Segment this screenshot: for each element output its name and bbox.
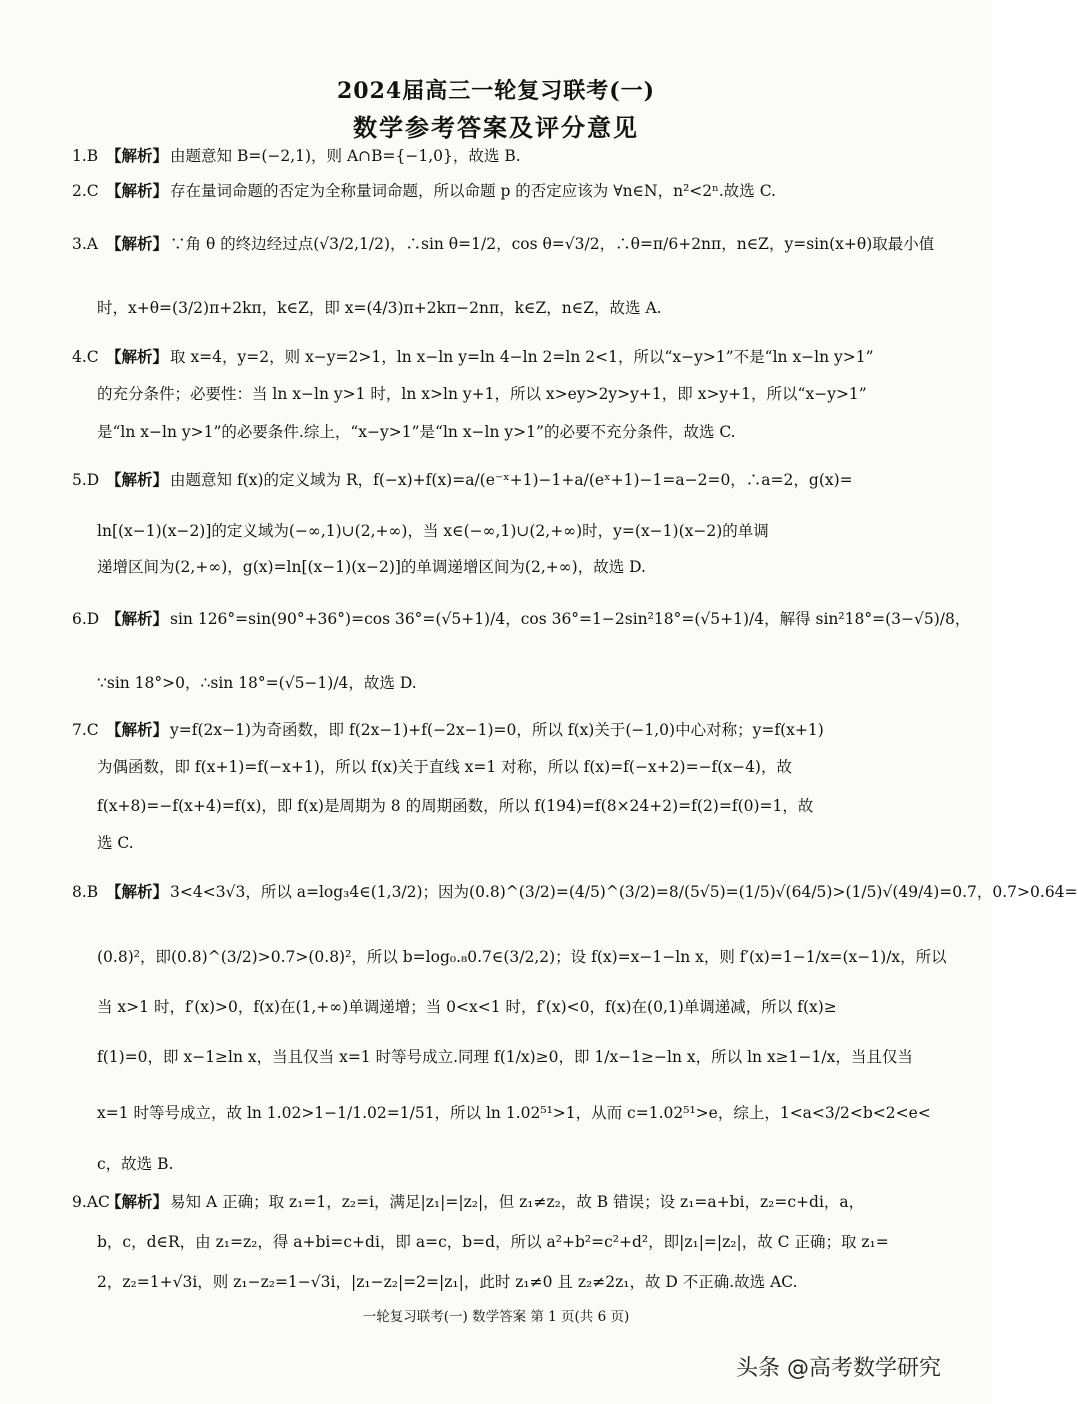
answer-line (97, 795, 907, 817)
answer-line (72, 180, 908, 202)
answer-text: 是“ln x−ln y>1”的必要条件.综上，“x−y>1”是“ln x−ln y>1”的必要不充分条件，故选 C. (97, 423, 736, 441)
answer-line (72, 719, 908, 741)
answer-line (97, 297, 907, 319)
answer-text: 由题意知 B=(−2,1)，则 A∩B={−1,0}，故选 B. (170, 147, 521, 165)
question-number: 8.B (72, 883, 99, 901)
page-footer: 一轮复习联考(一) 数学答案 第 1 页(共 6 页) (362, 1309, 630, 1325)
analysis-tag: 【解析】 (106, 882, 169, 901)
answer-line (97, 832, 907, 854)
answer-text: 时，x+θ=(3/2)π+2kπ，k∈Z，即 x=(4/3)π+2kπ−2nπ，k∈Z，n∈Z，故选 A. (97, 299, 662, 317)
answer-text: c，故选 B. (97, 1155, 174, 1173)
answer-line (97, 520, 907, 542)
answer-line (97, 556, 907, 578)
answer-text: 3<4<3√3，所以 a=log₃4∈(1,3/2)；因为(0.8)^(3/2)=(4/5)^(3/2)=8/(5√5)=(1/5)√(64/5)>(1/5)√(49/4)=0.7，0.7>0.64= (170, 883, 1078, 901)
answer-line (72, 233, 935, 255)
answer-line (97, 421, 907, 443)
answer-text: 为偶函数，即 f(x+1)=f(−x+1)，所以 f(x)关于直线 x=1 对称，所以 f(x)=f(−x+2)=−f(x−4)，故 (97, 758, 792, 776)
analysis-tag: 【解析】 (106, 146, 169, 165)
answer-line (72, 881, 1078, 903)
answer-line (72, 608, 971, 630)
answer-line (97, 383, 907, 405)
answer-text: 取 x=4，y=2，则 x−y=2>1，ln x−ln y=ln 4−ln 2=ln 2<1，所以“x−y>1”不是“ln x−ln y>1” (170, 348, 874, 366)
question-number: 3.A (72, 235, 98, 253)
answer-text: sin 126°=sin(90°+36°)=cos 36°=(√5+1)/4，cos 36°=1−2sin²18°=(√5+1)/4，解得 sin²18°=(3−√5)/8， (170, 610, 971, 628)
answer-line (72, 1191, 908, 1213)
analysis-tag: 【解析】 (106, 347, 169, 366)
answer-text: x=1 时等号成立，故 ln 1.02>1−1/1.02=1/51，所以 ln 1.02⁵¹>1，从而 c=1.02⁵¹>e，综上，1<a<3/2<b<2<e< (97, 1104, 931, 1122)
answer-line (97, 1271, 907, 1293)
answer-text: 递增区间为(2,+∞)，g(x)=ln[(x−1)(x−2)]的单调递增区间为(2,+∞)，故选 D. (97, 558, 646, 576)
answer-text: 的充分条件；必要性：当 ln x−ln y>1 时，ln x>ln y+1，所以 x>ey>2y>y+1，即 x>y+1，所以“x−y>1” (97, 385, 867, 403)
answer-text: (0.8)²，即(0.8)^(3/2)>0.7>(0.8)²，所以 b=log₀.₈0.7∈(3/2,2)；设 f(x)=x−1−ln x，则 f′(x)=1−1/x=(x−1)/x，所以 (97, 948, 947, 966)
answer-text: 当 x>1 时，f′(x)>0，f(x)在(1,+∞)单调递增；当 0<x<1 时，f′(x)<0，f(x)在(0,1)单调递减，所以 f(x)≥ (97, 998, 837, 1016)
answer-line (97, 1102, 931, 1124)
analysis-tag: 【解析】 (106, 470, 169, 489)
answer-text: b，c，d∈R，由 z₁=z₂，得 a+bi=c+di，即 a=c，b=d，所以 a²+b²=c²+d²，即|z₁|=|z₂|，故 C 正确；取 z₁= (97, 1233, 889, 1251)
question-number: 1.B (72, 147, 99, 165)
answer-line (97, 996, 907, 1018)
answer-line (97, 1046, 913, 1068)
answer-text: y=f(2x−1)为奇函数，即 f(2x−1)+f(−2x−1)=0，所以 f(x)关于(−1,0)中心对称；y=f(x+1) (170, 721, 824, 739)
watermark: 头条 @高考数学研究 (736, 1356, 941, 1381)
answer-text: 选 C. (97, 834, 134, 852)
answer-text: 易知 A 正确；取 z₁=1，z₂=i，满足|z₁|=|z₂|，但 z₁≠z₂，故 B 错误；设 z₁=a+bi，z₂=c+di，a， (170, 1193, 865, 1211)
analysis-tag: 【解析】 (106, 720, 169, 739)
answer-subtitle: 数学参考答案及评分意见 (353, 113, 639, 142)
answer-line (97, 946, 947, 968)
answer-text: ∵sin 18°>0，∴sin 18°=(√5−1)/4，故选 D. (97, 674, 417, 692)
answer-text: ∵角 θ 的终边经过点(√3/2,1/2)，∴sin θ=1/2，cos θ=√3/2，∴θ=π/6+2nπ，n∈Z，y=sin(x+θ)取最小值 (170, 235, 935, 253)
question-number: 5.D (72, 471, 100, 489)
question-number: 7.C (72, 721, 99, 739)
question-number: 9.AC (72, 1193, 110, 1211)
answer-line (72, 469, 908, 491)
answer-text: 2，z₂=1+√3i，则 z₁−z₂=1−√3i，|z₁−z₂|=2=|z₁|，此时 z₁≠0 且 z₂≠2z₁，故 D 不正确.故选 AC. (97, 1273, 798, 1291)
question-number: 6.D (72, 610, 100, 628)
answer-line (72, 346, 908, 368)
question-number: 4.C (72, 348, 99, 366)
answer-line (97, 1153, 907, 1175)
analysis-tag: 【解析】 (106, 609, 169, 628)
exam-title: 2024届高三一轮复习联考(一) (336, 78, 656, 104)
answer-line (97, 672, 907, 694)
question-number: 2.C (72, 182, 99, 200)
answer-line (97, 756, 907, 778)
answer-text: 由题意知 f(x)的定义域为 R，f(−x)+f(x)=a/(e⁻ˣ+1)−1+a/(eˣ+1)−1=a−2=0，∴a=2，g(x)= (170, 471, 853, 489)
answer-text: f(1)=0，即 x−1≥ln x，当且仅当 x=1 时等号成立.同理 f(1/x)≥0，即 1/x−1≥−ln x，所以 ln x≥1−1/x，当且仅当 (97, 1048, 913, 1066)
analysis-tag: 【解析】 (106, 1192, 169, 1211)
answer-text: 存在量词命题的否定为全称量词命题，所以命题 p 的否定应该为 ∀n∈N，n²<2ⁿ.故选 C. (170, 182, 776, 200)
analysis-tag: 【解析】 (106, 181, 169, 200)
answer-line (72, 145, 908, 167)
answer-line (97, 1231, 907, 1253)
answer-text: f(x+8)=−f(x+4)=f(x)，即 f(x)是周期为 8 的周期函数，所以 f(194)=f(8×24+2)=f(2)=f(0)=1，故 (97, 797, 814, 815)
analysis-tag: 【解析】 (106, 234, 169, 253)
answer-text: ln[(x−1)(x−2)]的定义域为(−∞,1)∪(2,+∞)，当 x∈(−∞,1)∪(2,+∞)时，y=(x−1)(x−2)的单调 (97, 522, 769, 540)
